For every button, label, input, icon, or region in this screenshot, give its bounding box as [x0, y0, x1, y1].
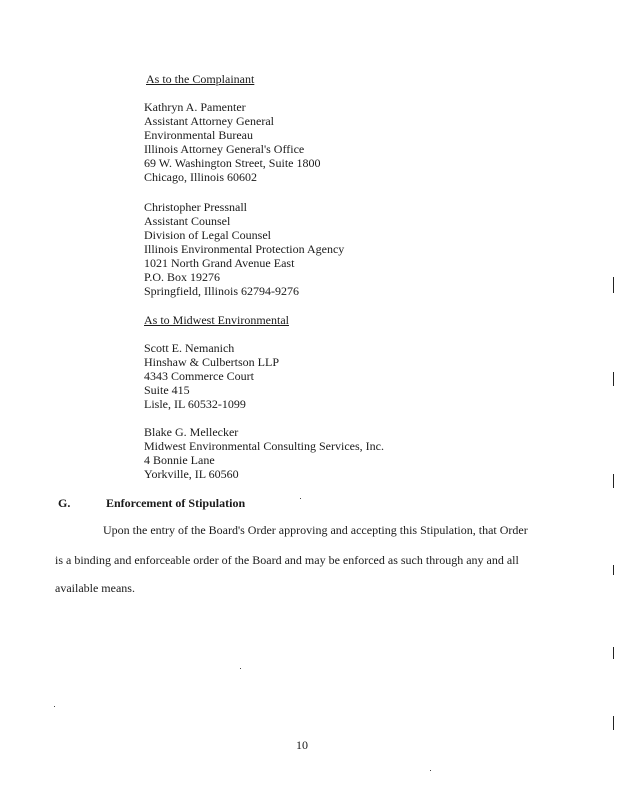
scan-speck — [54, 706, 55, 707]
scan-speck — [240, 668, 241, 669]
contact-line: Chicago, Illinois 60602 — [144, 170, 257, 184]
scan-mark — [613, 277, 614, 293]
contact-line: Assistant Counsel — [144, 214, 231, 228]
contact-line: Scott E. Nemanich — [144, 341, 235, 355]
contact-line: Environmental Bureau — [144, 128, 253, 142]
contact-line: P.O. Box 19276 — [144, 270, 221, 284]
page-number: 10 — [296, 738, 308, 752]
scan-mark — [613, 647, 614, 659]
contact-line: 4343 Commerce Court — [144, 369, 254, 383]
complainant-heading: As to the Complainant — [146, 72, 255, 86]
paragraph-line: Upon the entry of the Board's Order approving and accepting this Stipulation, that Order — [103, 523, 528, 537]
paragraph-line: is a binding and enforceable order of the Board and may be enforced as such through any and all — [55, 553, 519, 567]
complainant-contact-2 — [144, 200, 344, 298]
respondent-contact-1 — [144, 341, 279, 411]
contact-line: Springfield, Illinois 62794-9276 — [144, 284, 299, 298]
contact-line: Illinois Attorney General's Office — [144, 142, 305, 156]
contact-line: Illinois Environmental Protection Agency — [144, 242, 345, 256]
contact-line: Kathryn A. Pamenter — [144, 100, 246, 114]
contact-line: Lisle, IL 60532-1099 — [144, 397, 246, 411]
respondent-heading: As to Midwest Environmental — [144, 313, 289, 327]
scan-speck — [300, 498, 301, 499]
contact-line: Division of Legal Counsel — [144, 228, 271, 242]
scan-mark — [613, 372, 614, 386]
scan-speck — [430, 770, 431, 771]
scan-mark — [613, 716, 614, 730]
contact-line: Christopher Pressnall — [144, 200, 247, 214]
contact-line: Hinshaw & Culbertson LLP — [144, 355, 279, 369]
contact-line: 69 W. Washington Street, Suite 1800 — [144, 156, 321, 170]
complainant-contact-1 — [144, 100, 320, 184]
section-title: Enforcement of Stipulation — [106, 496, 246, 510]
scan-mark — [613, 474, 614, 488]
contact-line: Suite 415 — [144, 383, 190, 397]
scan-mark — [613, 565, 614, 575]
contact-line: Midwest Environmental Consulting Services, Inc. — [144, 439, 384, 453]
contact-line: Yorkville, IL 60560 — [144, 467, 239, 481]
contact-line: 4 Bonnie Lane — [144, 453, 215, 467]
contact-line: Assistant Attorney General — [144, 114, 274, 128]
respondent-contact-2 — [144, 425, 384, 481]
contact-line: Blake G. Mellecker — [144, 425, 239, 439]
section-letter: G. — [58, 496, 71, 510]
paragraph-line: available means. — [55, 581, 135, 595]
contact-line: 1021 North Grand Avenue East — [144, 256, 295, 270]
